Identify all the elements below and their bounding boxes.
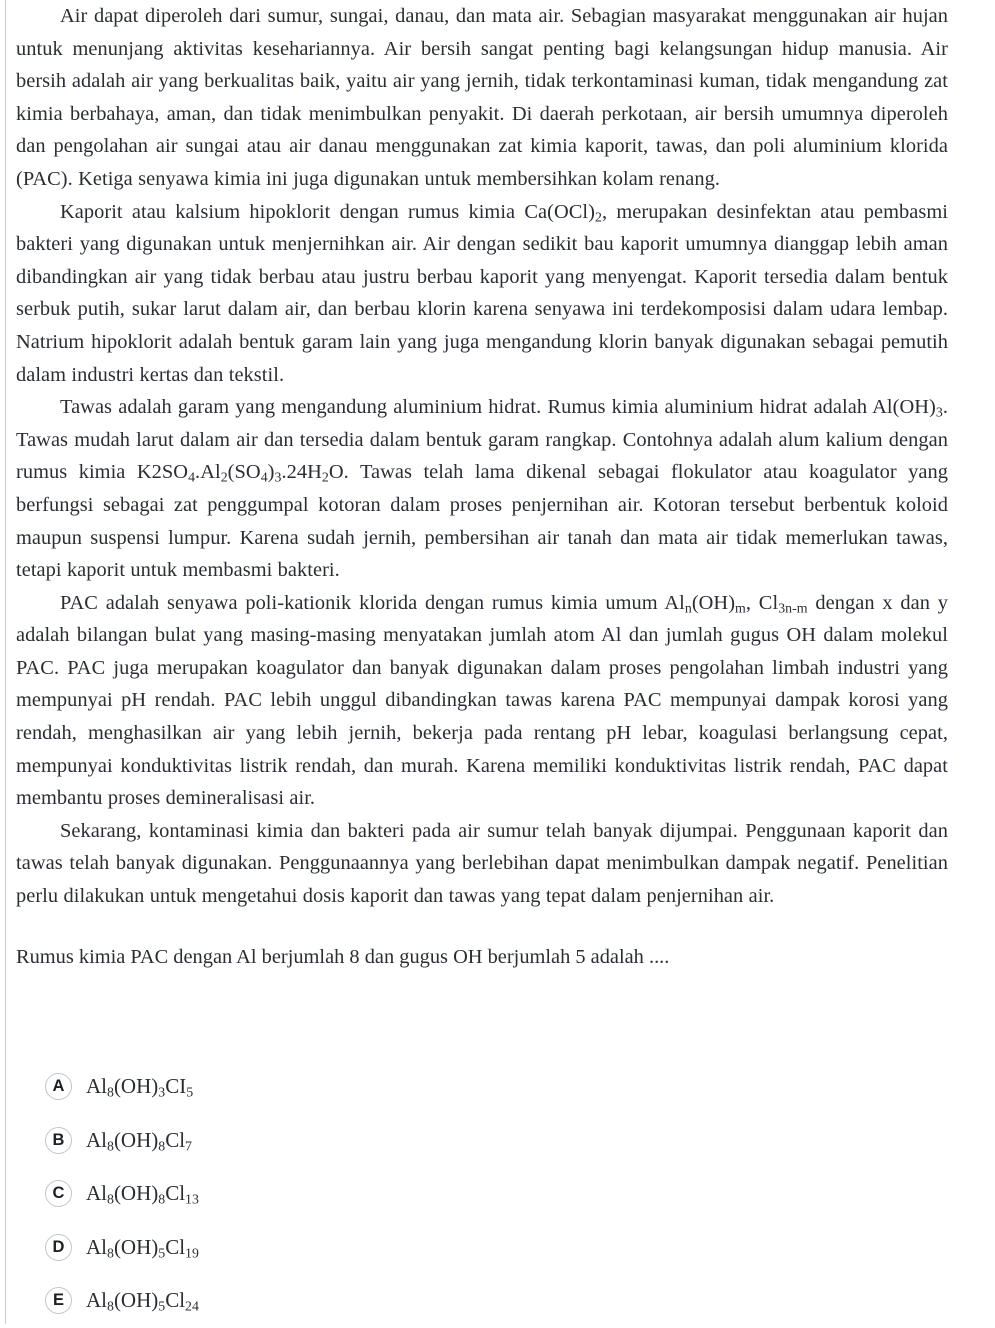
- option-letter-a[interactable]: A: [45, 1073, 72, 1100]
- answer-option-e[interactable]: [16, 1274, 916, 1328]
- answer-options-list: [16, 1060, 916, 1328]
- answer-option-b[interactable]: [16, 1114, 916, 1168]
- passage-paragraph-1: Air dapat diperoleh dari sumur, sungai, danau, dan mata air. Sebagian masyarakat menggunakan air hujan untuk menunjang aktivitas kesehariannya. Air bersih sangat penting bagi kelangsungan hidup manusia. Air bersih adalah air yang berkualitas baik, yaitu air yang jernih, tidak terkontaminasi kuman, tidak mengandung zat kimia berbahaya, aman, dan tidak menimbulkan penyakit. Di daerah perkotaan, air bersih umumnya diperoleh dan pengolahan air sungai atau air danau menggunakan zat kimia kaporit, tawas, dan poli aluminium klorida (PAC). Ketiga senyawa kimia ini juga digunakan untuk membersihkan kolam renang.: [16, 5, 948, 190]
- question-block: [16, 941, 948, 974]
- passage-paragraph-5: Sekarang, kontaminasi kimia dan bakteri pada air sumur telah banyak dijumpai. Penggunaan kaporit dan tawas telah banyak digunakan. Penggunaannya yang berlebihan dapat menimbulkan dampak negatif. Penelitian perlu dilakukan untuk mengetahui dosis kaporit dan tawas yang tepat dalam penjernihan air.: [16, 819, 948, 908]
- option-text-e: $Al_8(OH)_5Cl_{24}$: [86, 1288, 199, 1314]
- passage-paragraph-4: PAC adalah senyawa poli-kationik klorida dengan rumus kimia umum $Al_n(OH)_m$, $Cl_{3n-m}$ dengan x dan y adalah bilangan bulat yang masing-masing menyatakan jumlah atom Al dan jumlah gugus OH dalam molekul PAC. PAC juga merupakan koagulator dan banyak digunakan dalam proses pengolahan limbah industri yang mempunyai pH rendah. PAC lebih unggul dibandingkan tawas karena PAC mempunyai dampak korosi yang rendah, menghasilkan air yang lebih jernih, bekerja pada rentang pH lebar, koagulasi berlangsung cepat, mempunyai konduktivitas listrik rendah, dan murah. Karena memiliki konduktivitas listrik rendah, PAC dapat membantu proses demineralisasi air.: [16, 591, 949, 810]
- option-letter-e[interactable]: E: [45, 1287, 72, 1314]
- option-text-d: $Al_8(OH)_5Cl_{19}$: [86, 1234, 199, 1261]
- option-letter-d[interactable]: D: [45, 1234, 72, 1261]
- option-letter-c[interactable]: C: [45, 1180, 72, 1207]
- option-text-b: $Al_8(OH)_8Cl_7$: [86, 1127, 192, 1154]
- answer-option-c[interactable]: [16, 1167, 916, 1221]
- option-text-a: $Al_8(OH)_3CI_5$: [86, 1074, 194, 1100]
- option-letter-b[interactable]: B: [45, 1127, 72, 1154]
- question-stem: Rumus kimia PAC dengan Al berjumlah 8 dan gugus OH berjumlah 5 adalah ....: [16, 945, 670, 968]
- answer-option-a[interactable]: [16, 1060, 916, 1114]
- answer-option-d[interactable]: [16, 1221, 916, 1275]
- option-text-c: $Al_8(OH)_8Cl_{13}$: [86, 1181, 199, 1207]
- passage-paragraph-3: Tawas adalah garam yang mengandung aluminium hidrat. Rumus kimia aluminium hidrat adalah $Al(OH)_3$. Tawas mudah larut dalam air dan tersedia dalam bentuk garam rangkap. Contohnya adalah alum kalium dengan rumus kimia $K2SO_4.Al_2(SO_4)_3.24H_2O$. Tawas telah lama dikenal sebagai flokulator atau koagulator yang berfungsi sebagai zat penggumpal kotoran dalam proses penjernihan air. Kotoran tersebut berbentuk koloid maupun suspensi lumpur. Karena sudah jernih, pembersihan air tanah dan mata air tidak memerlukan tawas, tetapi kaporit untuk membasmi bakteri.: [16, 396, 948, 582]
- passage-paragraph-2: Kaporit atau kalsium hipoklorit dengan rumus kimia $Ca(OCl)_2$, merupakan desinfektan atau pembasmi bakteri yang digunakan untuk menjernihkan air. Air dengan sedikit bau kaporit umumnya dianggap lebih aman dibandingkan air yang tidak berbau atau justru berbau kaporit yang menyengat. Kaporit tersedia dalam bentuk serbuk putih, sukar larut dalam air, dan berbau klorin karena senyawa ini terdekomposisi dalam udara lembap. Natrium hipoklorit adalah bentuk garam lain yang juga mengandung klorin banyak digunakan sebagai pemutih dalam industri kertas dan tekstil.: [16, 200, 948, 386]
- reading-passage: [16, 0, 948, 913]
